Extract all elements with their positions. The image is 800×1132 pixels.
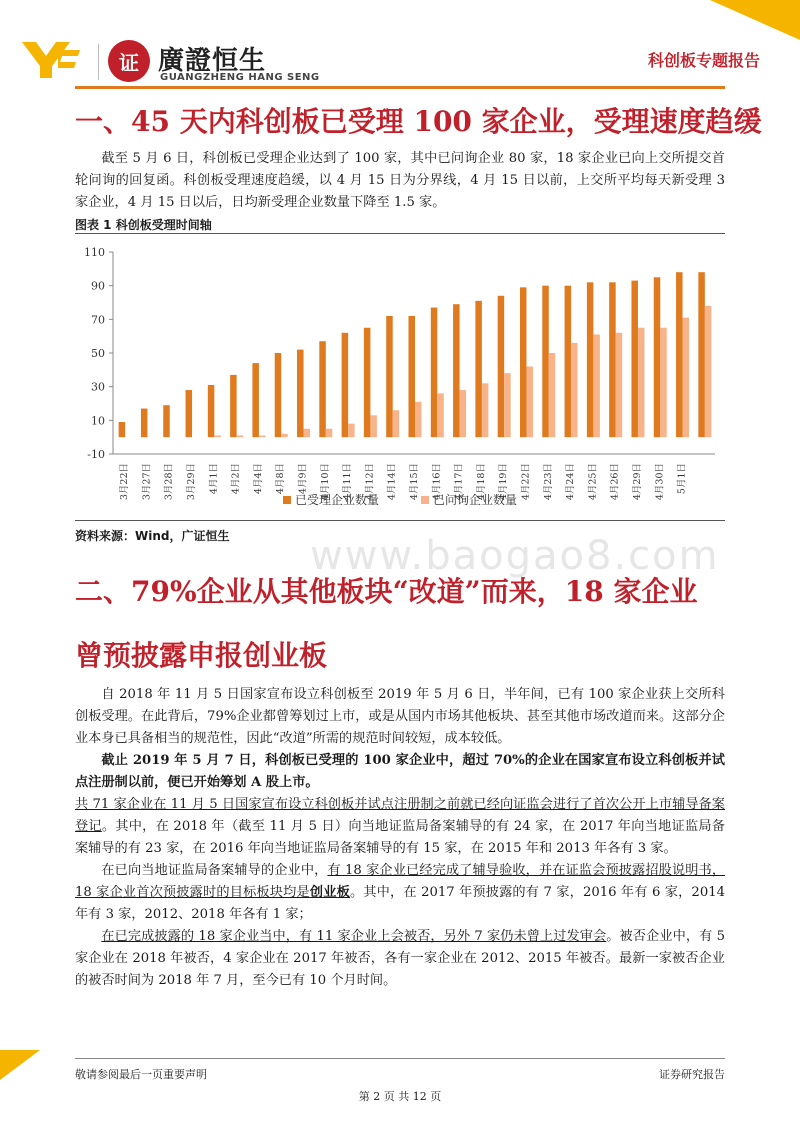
x-tick-label: 4月10日: [319, 463, 331, 501]
bar-inquired: [415, 402, 422, 437]
bar-accepted: [542, 286, 549, 438]
x-tick-label: 4月30日: [654, 463, 666, 501]
bar-inquired: [616, 333, 623, 437]
page-number: 第 2 页 共 12 页: [358, 1090, 442, 1103]
x-tick-label: 4月2日: [230, 463, 242, 495]
bar-inquired: [348, 424, 355, 437]
section1-heading: 一、45 天内科创板已受理 100 家企业，受理速度趋缓: [75, 105, 762, 138]
bar-accepted: [431, 308, 438, 438]
bar-accepted: [498, 296, 505, 437]
section2-paragraph-2: [75, 750, 725, 794]
x-tick-label: 4月8日: [275, 463, 287, 495]
figure-bottom-rule: [75, 520, 725, 521]
y-tick-label: 110: [84, 246, 105, 259]
bar-accepted: [275, 353, 282, 437]
bar-accepted: [186, 390, 193, 437]
paragraph-text: 。其中，在 2017 年预披露的有 7 家，2016 年有 6 家，2014 年有 3 家，2012、2018 年各有 1 家；: [75, 885, 725, 922]
report-type: 科创板专题报告: [647, 51, 760, 70]
figure-top-rule: [75, 233, 725, 234]
bar-accepted: [475, 301, 482, 437]
brand-seal-icon: 证: [108, 40, 150, 82]
bar-accepted: [631, 281, 638, 438]
bar-inquired: [370, 415, 377, 437]
bar-accepted: [364, 328, 371, 437]
x-tick-label: 4月17日: [453, 463, 465, 501]
x-tick-label: 4月29日: [631, 463, 643, 501]
section2-paragraph-3: [75, 794, 725, 860]
bar-inquired: [281, 434, 288, 437]
bar-inquired: [482, 383, 489, 437]
x-tick-label: 4月19日: [498, 463, 510, 501]
bar-accepted: [409, 316, 416, 437]
bar-accepted: [453, 304, 460, 437]
bar-inquired: [437, 393, 444, 437]
section2-paragraph-4: [75, 860, 725, 926]
x-tick-label: 3月27日: [141, 463, 153, 501]
section2-paragraph-5: [75, 926, 725, 992]
corner-decoration: [710, 0, 800, 40]
x-tick-label: 4月23日: [542, 463, 554, 501]
emphasized-board-name: 创业板: [309, 885, 350, 900]
watermark: www.baogao8.com: [310, 533, 720, 579]
bar-accepted: [252, 363, 258, 437]
acceptance-timeline-chart: [75, 236, 725, 520]
bar-inquired: [504, 373, 511, 437]
x-tick-label: 4月25日: [587, 463, 599, 501]
footer-rule: [75, 1058, 725, 1059]
bar-inquired: [526, 366, 533, 437]
x-tick-label: 3月22日: [119, 463, 131, 501]
bar-inquired: [460, 390, 467, 437]
y-tick-label: -10: [87, 448, 105, 461]
underlined-text: 有 18 家企业已经完成了辅导验收，并在证监会预披露招股说明书，18 家企业首次预披露时的目标板块均是: [75, 863, 726, 900]
section2-heading-line2: 曾预披露申报创业板: [75, 639, 328, 672]
bar-accepted: [342, 333, 349, 437]
bar-inquired: [214, 435, 221, 437]
bar-accepted: [297, 350, 304, 438]
logo-separator: [98, 44, 99, 80]
x-tick-label: 4月24日: [565, 463, 577, 501]
x-tick-label: 5月1日: [676, 463, 688, 495]
x-tick-label: 4月15日: [409, 463, 420, 501]
paragraph-text: 在已向当地证监局备案辅导的企业中，: [101, 863, 328, 878]
x-tick-label: 4月18日: [475, 463, 487, 501]
bar-accepted: [163, 405, 170, 437]
bar-accepted: [119, 422, 126, 437]
section2-paragraph-1: 自 2018 年 11 月 5 日国家宣布设立科创板至 2019 年 5 月 6 日，半年间，已有 100 家企业获上交所科创板受理。在此背后，79%企业都曾筹划过上市，或是从国内市场其他板块、甚至其他市场改道而来。这部分企业本身已具备相当的规范性，因此“改道”所需的规范时间较短，成本较低。: [75, 687, 725, 746]
x-tick-label: 4月22日: [520, 463, 532, 501]
bar-inquired: [638, 328, 645, 437]
figure-title: 图表 1 科创板受理时间轴: [75, 218, 212, 232]
x-tick-label: 4月12日: [364, 463, 376, 501]
bar-accepted: [141, 409, 148, 438]
section2-heading-line1: 二、79%企业从其他板块“改道”而来，18 家企业: [75, 575, 698, 608]
legend-swatch-inquired: [421, 496, 429, 504]
bar-inquired: [705, 306, 712, 437]
x-tick-label: 3月28日: [163, 463, 175, 501]
bar-inquired: [683, 318, 690, 438]
bar-inquired: [549, 353, 556, 437]
y-tick-label: 70: [91, 313, 105, 327]
bar-inquired: [393, 410, 400, 437]
bar-accepted: [520, 287, 527, 437]
bar-accepted: [386, 316, 393, 437]
x-tick-label: 4月1日: [208, 463, 220, 495]
x-tick-label: 4月11日: [342, 463, 354, 501]
bar-accepted: [587, 282, 594, 437]
legend-label: 已问询企业数量: [433, 493, 518, 507]
corner-decoration: [0, 1050, 40, 1080]
key-finding-text: 截止 2019 年 5 月 7 日，科创板已受理的 100 家企业中，超过 70%的企业在国家宣布设立科创板并试点注册制以前，便已开始筹划 A 股上市。: [75, 753, 725, 790]
x-tick-label: 4月9日: [297, 463, 309, 495]
bar-accepted: [230, 375, 237, 437]
paragraph-text: 。其中，在 2018 年（截至 11 月 5 日）向当地证监局备案辅导的有 24 家，在 2017 年向当地证监局备案辅导的有 23 家，在 2016 年向当地证监局备案辅导的有 15 家，在 2015 年和 2013 年各有 3 家。: [75, 819, 725, 856]
bar-accepted: [676, 272, 683, 437]
underlined-text: 在已完成披露的 18 家企业当中，有 11 家企业上会被否，另外 7 家仍未曾上过发审会: [101, 929, 607, 944]
legend-label: 已受理企业数量: [295, 493, 380, 507]
bar-inquired: [237, 435, 244, 437]
bar-inquired: [593, 334, 600, 437]
bar-accepted: [609, 282, 616, 437]
footer-disclaimer: 敬请参阅最后一页重要声明: [75, 1068, 207, 1081]
bar-inquired: [304, 429, 311, 437]
y-tick-label: 90: [91, 279, 105, 293]
bar-inquired: [660, 328, 667, 437]
bar-accepted: [565, 286, 572, 438]
header-rule: [75, 86, 725, 89]
company-logo-icon: [22, 40, 82, 80]
brand-name-cn: 廣證恒生: [158, 46, 267, 76]
bar-inquired: [259, 435, 266, 437]
x-tick-label: 4月16日: [431, 463, 443, 501]
paragraph-text: 。被否企业中，有 5 家企业在 2018 年被否，4 家企业在 2017 年被否，各有一家企业在 2012、2015 年被否。最新一家被否企业的被否时间为 2018 年 7 月，至今已有 10 个月时间。: [75, 929, 725, 988]
bar-accepted: [319, 341, 326, 437]
bar-accepted: [654, 277, 661, 437]
section1-paragraph: 截至 5 月 6 日，科创板已受理企业达到了 100 家，其中已问询企业 80 家，18 家企业已向上交所提交首轮问询的回复函。科创板受理速度趋缓，以 4 月 15 日为分界线，4 月 15 日以前，上交所平均每天新受理 3 家企业，4 月 15 日以后，日均新受理企业数量下降至 1.5 家。: [75, 151, 725, 210]
y-tick-label: 30: [91, 380, 105, 394]
y-tick-label: 50: [91, 347, 105, 360]
footer-report-label: 证券研究报告: [659, 1068, 725, 1081]
x-tick-label: 4月4日: [252, 463, 264, 495]
bar-inquired: [571, 343, 578, 437]
x-tick-label: 3月29日: [186, 463, 198, 501]
underlined-text: 共 71 家企业在 11 月 5 日国家宣布设立科创板并试点注册制之前就已经向证监会进行了首次公开上市辅导备案登记: [75, 797, 725, 834]
x-tick-label: 4月26日: [609, 463, 621, 501]
legend-swatch-accepted: [283, 496, 291, 504]
bar-accepted: [208, 385, 215, 437]
brand-name-en: GUANGZHENG HANG SENG: [160, 72, 320, 83]
figure-source: 资料来源：Wind，广证恒生: [75, 529, 230, 543]
bar-accepted: [698, 272, 705, 437]
x-tick-label: 4月14日: [386, 463, 398, 501]
bar-inquired: [326, 429, 333, 437]
y-tick-label: 10: [91, 414, 105, 428]
